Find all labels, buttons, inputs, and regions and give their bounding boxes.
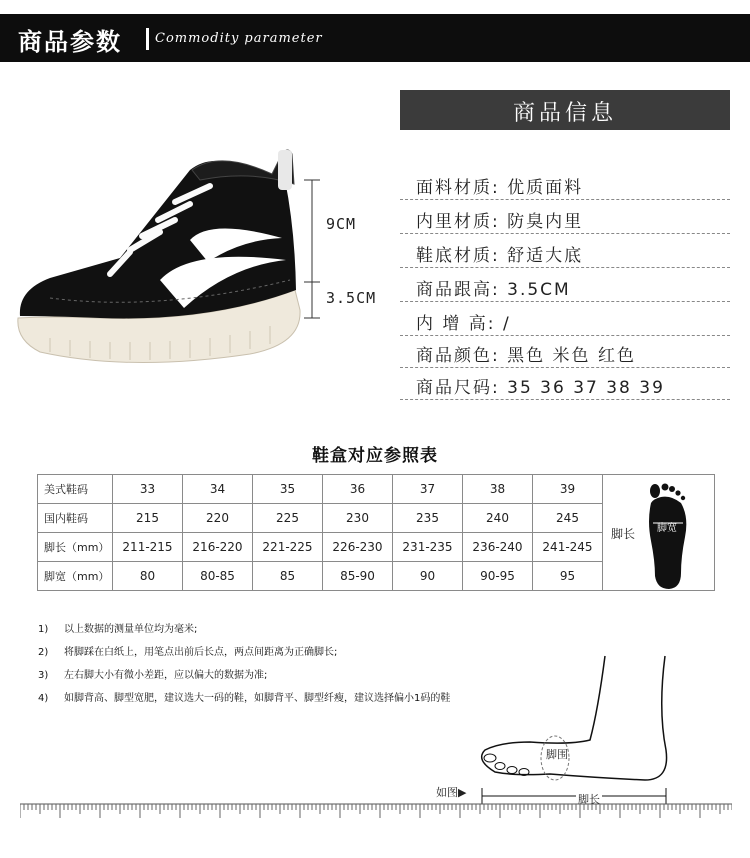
header-subtitle: Commodity parameter [155,31,323,46]
info-row [400,336,730,368]
info-row-text: 内 增 高: / [416,314,511,334]
note-item [38,643,450,666]
sneaker-image [10,140,310,390]
note-number: 4) [38,693,49,704]
table-cell: 226-230 [323,533,393,562]
row-label: 脚长（mm） [38,533,113,562]
dashed-divider [400,301,730,302]
product-info-title: 商品信息 [512,101,617,126]
table-cell: 38 [463,475,533,504]
table-cell: 231-235 [393,533,463,562]
footprint-icon [641,481,691,591]
length-label: 脚长 [578,793,600,806]
note-item [38,666,450,689]
table-cell: 220 [183,504,253,533]
table-cell: 80-85 [183,562,253,591]
header-title: 商品参数 [18,28,122,56]
size-table [37,474,715,591]
table-cell: 95 [533,562,603,591]
info-row-text: 商品颜色: 黑色 米色 红色 [416,346,636,366]
info-row [400,202,730,234]
header-bar [0,14,750,62]
table-cell: 85 [253,562,323,591]
note-text: 将脚踩在白纸上，用笔点出前后长点，两点间距离为正确脚长; [64,647,338,658]
dashed-divider [400,399,730,400]
info-row-text: 面料材质: 优质面料 [416,178,584,198]
info-row [400,270,730,302]
size-table-title: 鞋盒对应参照表 [312,446,438,466]
product-info-header [400,90,730,130]
row-label: 国内鞋码 [38,504,113,533]
header-divider [146,28,149,50]
table-cell: 85-90 [323,562,393,591]
foot-width-label: 脚宽 [657,523,677,534]
note-item [38,620,450,643]
note-number: 3) [38,670,49,681]
table-cell: 39 [533,475,603,504]
table-cell: 216-220 [183,533,253,562]
sole-dimension-label: 3.5CM [326,289,377,307]
foot-length-label: 脚长 [611,527,636,541]
table-cell: 35 [253,475,323,504]
info-row-text: 商品尺码: 35 36 37 38 39 [416,378,665,398]
table-cell: 211-215 [113,533,183,562]
table-cell: 241-245 [533,533,603,562]
table-cell: 215 [113,504,183,533]
foot-diagram-cell [603,475,715,591]
info-row [400,304,730,336]
table-cell: 37 [393,475,463,504]
ruler-graphic [20,803,732,821]
info-row [400,168,730,200]
table-row [38,475,715,504]
note-item [38,689,450,712]
row-label: 美式鞋码 [38,475,113,504]
note-number: 1) [38,624,49,635]
info-row-text: 内里材质: 防臭内里 [416,212,584,232]
table-cell: 80 [113,562,183,591]
info-row [400,236,730,268]
measurement-notes [38,620,450,712]
note-text: 如脚背高、脚型宽肥，建议选大一码的鞋，如脚背平、脚型纤瘦，建议选择偏小1码的鞋 [64,693,451,704]
dashed-divider [400,267,730,268]
table-cell: 90 [393,562,463,591]
height-dimension-label: 9CM [326,215,357,233]
info-row [400,368,730,400]
table-cell: 33 [113,475,183,504]
table-cell: 240 [463,504,533,533]
dashed-divider [400,233,730,234]
note-number: 2) [38,647,49,658]
table-cell: 34 [183,475,253,504]
girth-label: 脚围 [546,748,568,761]
info-row-text: 鞋底材质: 舒适大底 [416,246,584,266]
table-cell: 90-95 [463,562,533,591]
table-cell: 36 [323,475,393,504]
dashed-divider [400,199,730,200]
table-cell: 235 [393,504,463,533]
note-text: 左右脚大小有微小差距，应以偏大的数据为准; [64,670,268,681]
table-cell: 230 [323,504,393,533]
table-cell: 236-240 [463,533,533,562]
note-text: 以上数据的测量单位均为毫米; [64,624,198,635]
row-label: 脚宽（mm） [38,562,113,591]
table-cell: 225 [253,504,323,533]
table-cell: 245 [533,504,603,533]
table-cell: 221-225 [253,533,323,562]
info-row-text: 商品跟高: 3.5CM [416,280,571,300]
as-shown-label: 如图▶ [436,786,467,799]
